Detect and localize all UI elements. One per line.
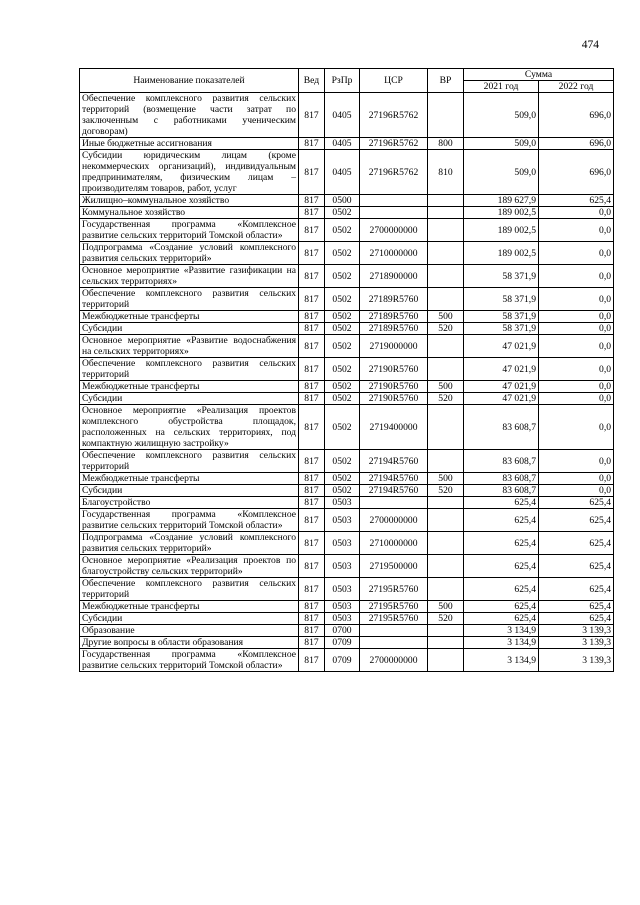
row-csr-cell [360,637,428,649]
row-name-cell: Субсидии [80,485,299,497]
row-name-cell: Субсидии [80,613,299,625]
row-rzpr-cell: 0502 [325,358,360,381]
row-sum-2021-cell: 83 608,7 [464,485,539,497]
row-sum-2022-cell: 0,0 [539,485,614,497]
row-rzpr-cell: 0502 [325,288,360,311]
table-row [80,219,614,242]
table-row [80,450,614,473]
row-rzpr-cell: 0503 [325,532,360,555]
row-name-cell: Иные бюджетные ассигнования [80,138,299,150]
row-sum-2021-cell: 509,0 [464,150,539,195]
row-name-cell: Субсидии [80,323,299,335]
row-sum-2021-cell: 3 134,9 [464,625,539,637]
row-vr-cell: 520 [428,393,464,405]
row-csr-cell: 27190R5760 [360,393,428,405]
row-rzpr-cell: 0502 [325,219,360,242]
row-ved-cell: 817 [299,93,325,138]
row-sum-2021-cell: 509,0 [464,138,539,150]
row-name-cell: Субсидии [80,393,299,405]
row-ved-cell: 817 [299,637,325,649]
row-sum-2022-cell: 3 139,3 [539,625,614,637]
row-ved-cell: 817 [299,578,325,601]
row-vr-cell: 500 [428,601,464,613]
table-row [80,578,614,601]
table-row [80,311,614,323]
row-vr-cell [428,578,464,601]
row-name-cell: Основное мероприятие «Реализация проектов комплексного обустройства площадок, расположенных на сельских территориях, под компактную жилищную застройку» [80,405,299,450]
row-ved-cell: 817 [299,311,325,323]
row-vr-cell [428,219,464,242]
row-ved-cell: 817 [299,381,325,393]
row-sum-2022-cell: 0,0 [539,405,614,450]
row-sum-2022-cell: 625,4 [539,532,614,555]
row-name-cell: Обеспечение комплексного развития сельских территорий [80,578,299,601]
table-row [80,93,614,138]
row-vr-cell [428,207,464,219]
row-vr-cell [428,509,464,532]
row-sum-2022-cell: 625,4 [539,613,614,625]
table-row [80,150,614,195]
row-vr-cell: 520 [428,613,464,625]
row-csr-cell [360,497,428,509]
table-row [80,242,614,265]
row-sum-2022-cell: 625,4 [539,601,614,613]
row-csr-cell: 2700000000 [360,649,428,672]
row-sum-2021-cell: 625,4 [464,532,539,555]
row-name-cell: Государственная программа «Комплексное развитие сельских территорий Томской области» [80,649,299,672]
row-vr-cell [428,405,464,450]
row-sum-2021-cell: 189 627,9 [464,195,539,207]
row-rzpr-cell: 0502 [325,450,360,473]
row-sum-2022-cell: 625,4 [539,509,614,532]
row-vr-cell: 810 [428,150,464,195]
row-csr-cell: 27194R5760 [360,485,428,497]
row-rzpr-cell: 0502 [325,335,360,358]
row-sum-2021-cell: 625,4 [464,555,539,578]
row-sum-2022-cell: 0,0 [539,207,614,219]
row-csr-cell [360,207,428,219]
row-sum-2022-cell: 0,0 [539,473,614,485]
row-name-cell: Жилищно–коммунальное хозяйство [80,195,299,207]
row-sum-2022-cell: 0,0 [539,288,614,311]
row-sum-2021-cell: 625,4 [464,509,539,532]
row-ved-cell: 817 [299,358,325,381]
row-sum-2021-cell: 625,4 [464,601,539,613]
row-csr-cell: 2710000000 [360,532,428,555]
row-csr-cell: 27189R5760 [360,311,428,323]
row-csr-cell: 2719000000 [360,335,428,358]
row-csr-cell: 27194R5760 [360,450,428,473]
row-rzpr-cell: 0503 [325,578,360,601]
row-sum-2022-cell: 3 139,3 [539,649,614,672]
row-vr-cell: 520 [428,323,464,335]
row-name-cell: Межбюджетные трансферты [80,311,299,323]
row-rzpr-cell: 0502 [325,207,360,219]
table-row [80,637,614,649]
row-name-cell: Подпрограмма «Создание условий комплексного развития сельских территорий» [80,532,299,555]
row-sum-2022-cell: 0,0 [539,358,614,381]
row-rzpr-cell: 0502 [325,405,360,450]
row-rzpr-cell: 0405 [325,150,360,195]
row-ved-cell: 817 [299,613,325,625]
row-csr-cell: 27195R5760 [360,601,428,613]
row-csr-cell: 27194R5760 [360,473,428,485]
row-name-cell: Основное мероприятие «Развитие газификации на сельских территориях» [80,265,299,288]
row-sum-2022-cell: 625,4 [539,578,614,601]
table-row [80,625,614,637]
row-ved-cell: 817 [299,473,325,485]
row-csr-cell: 27189R5760 [360,323,428,335]
row-csr-cell: 27196R5762 [360,93,428,138]
table-row [80,405,614,450]
table-row [80,381,614,393]
header-vr: ВР [428,69,464,93]
row-csr-cell: 2700000000 [360,219,428,242]
row-vr-cell: 800 [428,138,464,150]
row-sum-2021-cell: 625,4 [464,497,539,509]
row-ved-cell: 817 [299,450,325,473]
row-rzpr-cell: 0503 [325,601,360,613]
row-rzpr-cell: 0405 [325,93,360,138]
row-sum-2022-cell: 625,4 [539,497,614,509]
row-vr-cell [428,358,464,381]
row-sum-2022-cell: 625,4 [539,555,614,578]
row-sum-2021-cell: 47 021,9 [464,381,539,393]
header-rzpr: РзПр [325,69,360,93]
table-row [80,649,614,672]
row-sum-2022-cell: 625,4 [539,195,614,207]
row-sum-2022-cell: 696,0 [539,150,614,195]
row-name-cell: Межбюджетные трансферты [80,473,299,485]
table-row [80,555,614,578]
row-sum-2022-cell: 0,0 [539,265,614,288]
row-ved-cell: 817 [299,509,325,532]
row-rzpr-cell: 0500 [325,195,360,207]
row-sum-2021-cell: 47 021,9 [464,335,539,358]
row-csr-cell: 2718900000 [360,265,428,288]
row-ved-cell: 817 [299,555,325,578]
row-csr-cell: 27195R5760 [360,613,428,625]
row-ved-cell: 817 [299,265,325,288]
row-csr-cell: 27196R5762 [360,138,428,150]
table-row [80,601,614,613]
row-csr-cell: 2710000000 [360,242,428,265]
row-sum-2022-cell: 0,0 [539,450,614,473]
row-rzpr-cell: 0709 [325,637,360,649]
row-sum-2021-cell: 58 371,9 [464,323,539,335]
row-name-cell: Субсидии юридическим лицам (кроме некоммерческих организаций), индивидуальным предпринимателям, физическим лицам – производителям товаров, работ, услуг [80,150,299,195]
row-name-cell: Другие вопросы в области образования [80,637,299,649]
row-name-cell: Благоустройство [80,497,299,509]
row-name-cell: Государственная программа «Комплексное развитие сельских территорий Томской области» [80,219,299,242]
row-sum-2021-cell: 47 021,9 [464,358,539,381]
row-vr-cell [428,265,464,288]
row-name-cell: Межбюджетные трансферты [80,601,299,613]
row-sum-2022-cell: 0,0 [539,381,614,393]
row-ved-cell: 817 [299,323,325,335]
row-vr-cell [428,93,464,138]
row-rzpr-cell: 0405 [325,138,360,150]
header-ved: Вед [299,69,325,93]
row-vr-cell [428,625,464,637]
table-row [80,288,614,311]
row-rzpr-cell: 0503 [325,497,360,509]
row-ved-cell: 817 [299,150,325,195]
page-number: 474 [581,39,599,51]
row-ved-cell: 817 [299,335,325,358]
row-name-cell: Обеспечение комплексного развития сельских территорий [80,450,299,473]
row-sum-2022-cell: 0,0 [539,219,614,242]
row-ved-cell: 817 [299,485,325,497]
row-ved-cell: 817 [299,207,325,219]
row-sum-2021-cell: 189 002,5 [464,242,539,265]
row-name-cell: Подпрограмма «Создание условий комплексного развития сельских территорий» [80,242,299,265]
row-rzpr-cell: 0502 [325,473,360,485]
row-ved-cell: 817 [299,393,325,405]
row-name-cell: Обеспечение комплексного развития сельских территорий [80,358,299,381]
row-sum-2022-cell: 696,0 [539,138,614,150]
row-sum-2022-cell: 0,0 [539,323,614,335]
row-ved-cell: 817 [299,497,325,509]
row-vr-cell [428,195,464,207]
row-ved-cell: 817 [299,625,325,637]
row-sum-2021-cell: 58 371,9 [464,265,539,288]
row-name-cell: Обеспечение комплексного развития сельских территорий (возмещение части затрат по заключенным с работниками ученическим договорам) [80,93,299,138]
row-name-cell: Образование [80,625,299,637]
row-vr-cell: 520 [428,485,464,497]
row-rzpr-cell: 0502 [325,242,360,265]
row-rzpr-cell: 0502 [325,323,360,335]
row-vr-cell [428,335,464,358]
row-vr-cell [428,637,464,649]
row-vr-cell: 500 [428,381,464,393]
row-rzpr-cell: 0709 [325,649,360,672]
header-year-2021: 2021 год [464,81,539,93]
table-row [80,138,614,150]
table-row [80,265,614,288]
row-csr-cell: 27190R5760 [360,381,428,393]
row-name-cell: Государственная программа «Комплексное развитие сельских территорий Томской области» [80,509,299,532]
table-row [80,358,614,381]
row-csr-cell: 27196R5762 [360,150,428,195]
row-name-cell: Коммунальное хозяйство [80,207,299,219]
row-name-cell: Основное мероприятие «Реализация проектов по благоустройству сельских территорий» [80,555,299,578]
row-ved-cell: 817 [299,405,325,450]
row-sum-2022-cell: 0,0 [539,242,614,265]
row-ved-cell: 817 [299,288,325,311]
row-rzpr-cell: 0503 [325,555,360,578]
row-name-cell: Обеспечение комплексного развития сельских территорий [80,288,299,311]
row-sum-2021-cell: 58 371,9 [464,311,539,323]
row-csr-cell: 27190R5760 [360,358,428,381]
row-rzpr-cell: 0502 [325,393,360,405]
row-sum-2021-cell: 83 608,7 [464,473,539,485]
table-row [80,335,614,358]
table-row [80,532,614,555]
table-row [80,473,614,485]
row-ved-cell: 817 [299,219,325,242]
row-vr-cell [428,497,464,509]
table-row [80,497,614,509]
header-year-2022: 2022 год [539,81,614,93]
row-sum-2022-cell: 696,0 [539,93,614,138]
budget-table [79,68,614,672]
header-name: Наименование показателей [80,69,299,93]
table-row [80,393,614,405]
row-ved-cell: 817 [299,138,325,150]
row-ved-cell: 817 [299,601,325,613]
row-csr-cell [360,625,428,637]
header-csr: ЦСР [360,69,428,93]
row-sum-2021-cell: 83 608,7 [464,450,539,473]
row-vr-cell [428,649,464,672]
row-sum-2022-cell: 3 139,3 [539,637,614,649]
row-rzpr-cell: 0503 [325,509,360,532]
table-row [80,207,614,219]
row-ved-cell: 817 [299,242,325,265]
row-csr-cell [360,195,428,207]
row-csr-cell: 2700000000 [360,509,428,532]
row-rzpr-cell: 0700 [325,625,360,637]
row-sum-2021-cell: 625,4 [464,578,539,601]
row-name-cell: Основное мероприятие «Развитие водоснабжения на сельских территориях» [80,335,299,358]
row-sum-2021-cell: 189 002,5 [464,207,539,219]
row-csr-cell: 2719500000 [360,555,428,578]
row-sum-2021-cell: 189 002,5 [464,219,539,242]
row-sum-2021-cell: 58 371,9 [464,288,539,311]
row-name-cell: Межбюджетные трансферты [80,381,299,393]
row-vr-cell: 500 [428,473,464,485]
row-vr-cell [428,450,464,473]
row-csr-cell: 27189R5760 [360,288,428,311]
table-row [80,195,614,207]
row-sum-2021-cell: 47 021,9 [464,393,539,405]
row-rzpr-cell: 0502 [325,381,360,393]
row-rzpr-cell: 0502 [325,265,360,288]
row-vr-cell [428,288,464,311]
row-ved-cell: 817 [299,195,325,207]
row-ved-cell: 817 [299,532,325,555]
row-csr-cell: 27195R5760 [360,578,428,601]
row-sum-2021-cell: 509,0 [464,93,539,138]
row-vr-cell [428,532,464,555]
table-row [80,485,614,497]
row-vr-cell: 500 [428,311,464,323]
row-sum-2022-cell: 0,0 [539,393,614,405]
row-rzpr-cell: 0502 [325,311,360,323]
table-row [80,509,614,532]
row-sum-2021-cell: 3 134,9 [464,637,539,649]
row-rzpr-cell: 0502 [325,485,360,497]
table-row [80,613,614,625]
row-sum-2021-cell: 3 134,9 [464,649,539,672]
row-sum-2021-cell: 83 608,7 [464,405,539,450]
header-sum: Сумма [464,69,614,81]
table-row [80,323,614,335]
row-ved-cell: 817 [299,649,325,672]
row-vr-cell [428,242,464,265]
row-csr-cell: 2719400000 [360,405,428,450]
row-sum-2021-cell: 625,4 [464,613,539,625]
row-sum-2022-cell: 0,0 [539,335,614,358]
row-sum-2022-cell: 0,0 [539,311,614,323]
row-vr-cell [428,555,464,578]
row-rzpr-cell: 0503 [325,613,360,625]
